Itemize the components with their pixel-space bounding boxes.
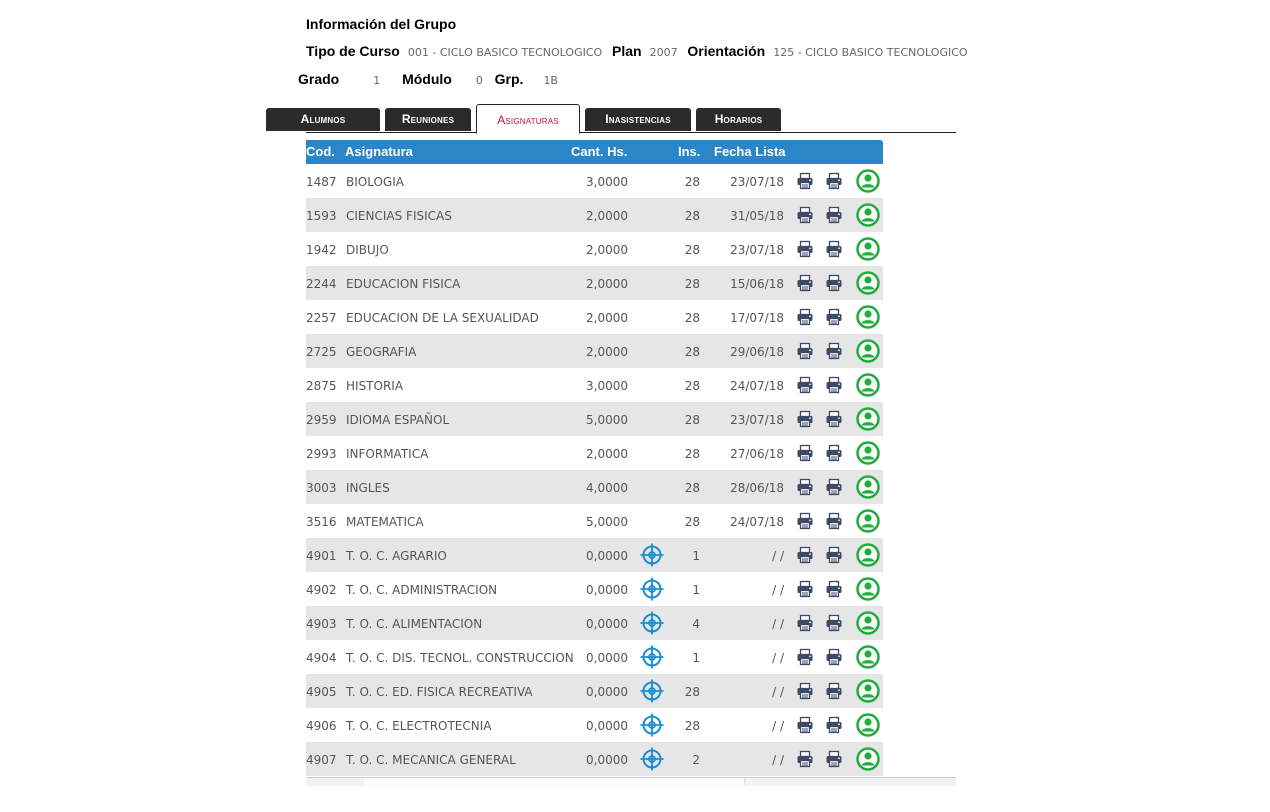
table-row <box>306 606 883 640</box>
subject-name: HISTORIA <box>346 379 404 393</box>
subject-list-date: / / <box>772 549 784 563</box>
subject-hours: 3,0000 <box>586 379 628 393</box>
subject-hours: 5,0000 <box>586 413 628 427</box>
subject-enrolled: 28 <box>684 515 700 529</box>
user-circle-icon[interactable] <box>856 713 880 740</box>
printer-icon[interactable] <box>825 682 843 703</box>
subject-enrolled: 1 <box>692 583 700 597</box>
plan-label: Plan <box>612 43 642 59</box>
subject-hours: 2,0000 <box>586 209 628 223</box>
subject-list-date: / / <box>772 583 784 597</box>
printer-icon[interactable] <box>796 614 814 635</box>
user-circle-icon[interactable] <box>856 339 880 366</box>
printer-icon[interactable] <box>796 648 814 669</box>
printer-icon[interactable] <box>825 308 843 329</box>
table-row <box>306 266 883 300</box>
user-circle-icon[interactable] <box>856 543 880 570</box>
page-title: Información del Grupo <box>306 16 457 32</box>
subject-list-date: 31/05/18 <box>730 209 784 223</box>
subject-code: 1942 <box>306 243 337 257</box>
subject-code: 3003 <box>306 481 337 495</box>
subject-code: 2257 <box>306 311 337 325</box>
content-viewport <box>298 0 968 785</box>
table-row <box>306 708 883 742</box>
printer-icon[interactable] <box>825 274 843 295</box>
user-circle-icon[interactable] <box>856 305 880 332</box>
subject-enrolled: 1 <box>692 549 700 563</box>
printer-icon[interactable] <box>796 240 814 261</box>
subject-name: EDUCACION DE LA SEXUALIDAD <box>346 311 539 325</box>
grado-label: Grado <box>298 71 340 87</box>
subject-list-date: 28/06/18 <box>730 481 784 495</box>
modulo-value: 0 <box>475 74 483 87</box>
subject-code: 2725 <box>306 345 337 359</box>
table-row <box>306 402 883 436</box>
printer-icon[interactable] <box>796 410 814 431</box>
subject-hours: 0,0000 <box>586 753 628 767</box>
table-row <box>306 300 883 334</box>
user-circle-icon[interactable] <box>856 169 880 196</box>
table-row <box>306 198 883 232</box>
user-circle-icon[interactable] <box>856 679 880 706</box>
table-row <box>306 538 883 572</box>
table-row <box>306 640 883 674</box>
printer-icon[interactable] <box>825 546 843 567</box>
subject-enrolled: 28 <box>684 243 700 257</box>
tab-bar <box>300 104 956 133</box>
subject-name: INGLES <box>346 481 390 495</box>
subject-hours: 0,0000 <box>586 685 628 699</box>
printer-icon[interactable] <box>796 478 814 499</box>
crosshair-icon[interactable] <box>640 747 664 774</box>
table-row <box>306 164 883 198</box>
subject-list-date: 27/06/18 <box>730 447 784 461</box>
orientacion-label: Orientación <box>687 43 766 59</box>
subject-enrolled: 28 <box>684 175 700 189</box>
subject-hours: 2,0000 <box>586 243 628 257</box>
subject-code: 4906 <box>306 719 337 733</box>
tab-horarios[interactable]: Horarios <box>696 108 781 131</box>
table-row <box>306 436 883 470</box>
subject-enrolled: 28 <box>684 719 700 733</box>
curso-value: 001 - CICLO BASICO TECNOLOGICO <box>407 46 603 59</box>
tab-inasistencias[interactable]: Inasistencias <box>585 108 691 131</box>
subjects-table-body <box>306 164 883 776</box>
printer-icon[interactable] <box>825 342 843 363</box>
printer-icon[interactable] <box>825 410 843 431</box>
subject-list-date: / / <box>772 617 784 631</box>
subject-hours: 2,0000 <box>586 277 628 291</box>
printer-icon[interactable] <box>825 478 843 499</box>
subject-hours: 0,0000 <box>586 549 628 563</box>
subject-hours: 0,0000 <box>586 617 628 631</box>
user-circle-icon[interactable] <box>856 271 880 298</box>
user-circle-icon[interactable] <box>856 577 880 604</box>
table-row <box>306 742 883 776</box>
table-row <box>306 572 883 606</box>
table-header <box>306 140 883 164</box>
subject-list-date: / / <box>772 719 784 733</box>
subject-enrolled: 2 <box>692 753 700 767</box>
subject-list-date: 15/06/18 <box>730 277 784 291</box>
scrollbar-thumb[interactable] <box>364 778 745 785</box>
printer-icon[interactable] <box>825 648 843 669</box>
subject-name: EDUCACION FISICA <box>346 277 461 291</box>
crosshair-icon[interactable] <box>640 611 664 638</box>
subject-code: 4902 <box>306 583 337 597</box>
subject-name: T. O. C. AGRARIO <box>346 549 447 563</box>
subject-list-date: / / <box>772 685 784 699</box>
tab-reuniones[interactable]: Reuniones <box>385 108 471 131</box>
col-ins-header: Ins. <box>678 144 701 159</box>
col-cant-header: Cant. Hs. <box>571 144 628 159</box>
table-row <box>306 504 883 538</box>
tab-alumnos[interactable]: Alumnos <box>266 108 380 131</box>
crosshair-icon[interactable] <box>640 645 664 672</box>
printer-icon[interactable] <box>796 376 814 397</box>
col-fecha-header: Fecha Lista <box>714 144 786 159</box>
printer-icon[interactable] <box>796 308 814 329</box>
subject-list-date: 23/07/18 <box>730 413 784 427</box>
subject-name: T. O. C. DIS. TECNOL. CONSTRUCCION <box>346 651 574 665</box>
subject-name: T. O. C. ELECTROTECNIA <box>346 719 492 733</box>
subject-enrolled: 28 <box>684 685 700 699</box>
printer-icon[interactable] <box>796 716 814 737</box>
curso-label: Tipo de Curso <box>306 43 400 59</box>
subject-enrolled: 1 <box>692 651 700 665</box>
user-circle-icon[interactable] <box>856 203 880 230</box>
subject-hours: 4,0000 <box>586 481 628 495</box>
subject-name: T. O. C. ALIMENTACION <box>346 617 483 631</box>
printer-icon[interactable] <box>825 444 843 465</box>
subject-enrolled: 28 <box>684 311 700 325</box>
subject-list-date: 24/07/18 <box>730 379 784 393</box>
subject-hours: 0,0000 <box>586 651 628 665</box>
crosshair-icon[interactable] <box>640 679 664 706</box>
printer-icon[interactable] <box>796 342 814 363</box>
orientacion-value: 125 - CICLO BASICO TECNOLOGICO <box>773 46 968 59</box>
table-row <box>306 470 883 504</box>
subject-code: 4904 <box>306 651 337 665</box>
modulo-label: Módulo <box>402 71 452 87</box>
subject-code: 2993 <box>306 447 337 461</box>
printer-icon[interactable] <box>796 172 814 193</box>
subject-name: T. O. C. ADMINISTRACION <box>346 583 498 597</box>
subject-list-date: 24/07/18 <box>730 515 784 529</box>
subject-list-date: 17/07/18 <box>730 311 784 325</box>
subject-list-date: / / <box>772 753 784 767</box>
subject-code: 4905 <box>306 685 337 699</box>
printer-icon[interactable] <box>796 580 814 601</box>
user-circle-icon[interactable] <box>856 441 880 468</box>
subject-enrolled: 28 <box>684 447 700 461</box>
subject-code: 1487 <box>306 175 337 189</box>
subject-code: 1593 <box>306 209 337 223</box>
printer-icon[interactable] <box>825 376 843 397</box>
subject-name: BIOLOGIA <box>346 175 404 189</box>
subject-list-date: 29/06/18 <box>730 345 784 359</box>
subject-code: 4903 <box>306 617 337 631</box>
crosshair-icon[interactable] <box>640 543 664 570</box>
subject-code: 2959 <box>306 413 337 427</box>
user-circle-icon[interactable] <box>856 373 880 400</box>
table-row <box>306 674 883 708</box>
printer-icon[interactable] <box>825 716 843 737</box>
horizontal-scrollbar[interactable] <box>306 777 956 786</box>
subject-enrolled: 28 <box>684 345 700 359</box>
user-circle-icon[interactable] <box>856 475 880 502</box>
subject-name: MATEMATICA <box>346 515 424 529</box>
subject-list-date: / / <box>772 651 784 665</box>
subject-enrolled: 28 <box>684 277 700 291</box>
table-row <box>306 334 883 368</box>
subject-name: T. O. C. ED. FISICA RECREATIVA <box>346 685 533 699</box>
grado-value: 1 <box>373 74 381 87</box>
subject-name: INFORMATICA <box>346 447 429 461</box>
subject-hours: 2,0000 <box>586 311 628 325</box>
subject-list-date: 23/07/18 <box>730 175 784 189</box>
subject-enrolled: 28 <box>684 413 700 427</box>
subject-name: DIBUJO <box>346 243 389 257</box>
subject-enrolled: 28 <box>684 481 700 495</box>
printer-icon[interactable] <box>825 206 843 227</box>
crosshair-icon[interactable] <box>640 577 664 604</box>
printer-icon[interactable] <box>825 172 843 193</box>
printer-icon[interactable] <box>825 580 843 601</box>
printer-icon[interactable] <box>825 240 843 261</box>
printer-icon[interactable] <box>796 512 814 533</box>
subject-enrolled: 28 <box>684 379 700 393</box>
subject-name: GEOGRAFIA <box>346 345 417 359</box>
course-info-line <box>306 43 974 59</box>
subject-name: CIENCIAS FISICAS <box>346 209 452 223</box>
subject-hours: 0,0000 <box>586 583 628 597</box>
printer-icon[interactable] <box>796 682 814 703</box>
table-row <box>306 368 883 402</box>
subject-enrolled: 4 <box>692 617 700 631</box>
crosshair-icon[interactable] <box>640 713 664 740</box>
subject-hours: 0,0000 <box>586 719 628 733</box>
subject-hours: 2,0000 <box>586 345 628 359</box>
printer-icon[interactable] <box>796 206 814 227</box>
table-row <box>306 232 883 266</box>
user-circle-icon[interactable] <box>856 509 880 536</box>
tab-asignaturas[interactable]: Asignaturas <box>476 104 580 134</box>
subject-hours: 2,0000 <box>586 447 628 461</box>
user-circle-icon[interactable] <box>856 747 880 774</box>
printer-icon[interactable] <box>796 274 814 295</box>
subject-code: 4901 <box>306 549 337 563</box>
printer-icon[interactable] <box>796 444 814 465</box>
subject-hours: 5,0000 <box>586 515 628 529</box>
subject-code: 2875 <box>306 379 337 393</box>
subject-code: 3516 <box>306 515 337 529</box>
col-asignatura-header: Asignatura <box>345 144 413 159</box>
user-circle-icon[interactable] <box>856 407 880 434</box>
subject-name: T. O. C. MECANICA GENERAL <box>346 753 516 767</box>
grp-value: 1B <box>543 74 558 87</box>
printer-icon[interactable] <box>825 750 843 771</box>
subject-enrolled: 28 <box>684 209 700 223</box>
subject-code: 4907 <box>306 753 337 767</box>
subject-code: 2244 <box>306 277 337 291</box>
printer-icon[interactable] <box>796 546 814 567</box>
printer-icon[interactable] <box>796 750 814 771</box>
grp-label: Grp. <box>494 71 524 87</box>
plan-value: 2007 <box>649 46 678 59</box>
col-code-header: Cod. <box>306 144 335 159</box>
user-circle-icon[interactable] <box>856 645 880 672</box>
subject-list-date: 23/07/18 <box>730 243 784 257</box>
user-circle-icon[interactable] <box>856 611 880 638</box>
subject-hours: 3,0000 <box>586 175 628 189</box>
user-circle-icon[interactable] <box>856 237 880 264</box>
printer-icon[interactable] <box>825 614 843 635</box>
printer-icon[interactable] <box>825 512 843 533</box>
group-info-line <box>298 71 564 87</box>
subject-name: IDIOMA ESPAÑOL <box>346 413 450 427</box>
